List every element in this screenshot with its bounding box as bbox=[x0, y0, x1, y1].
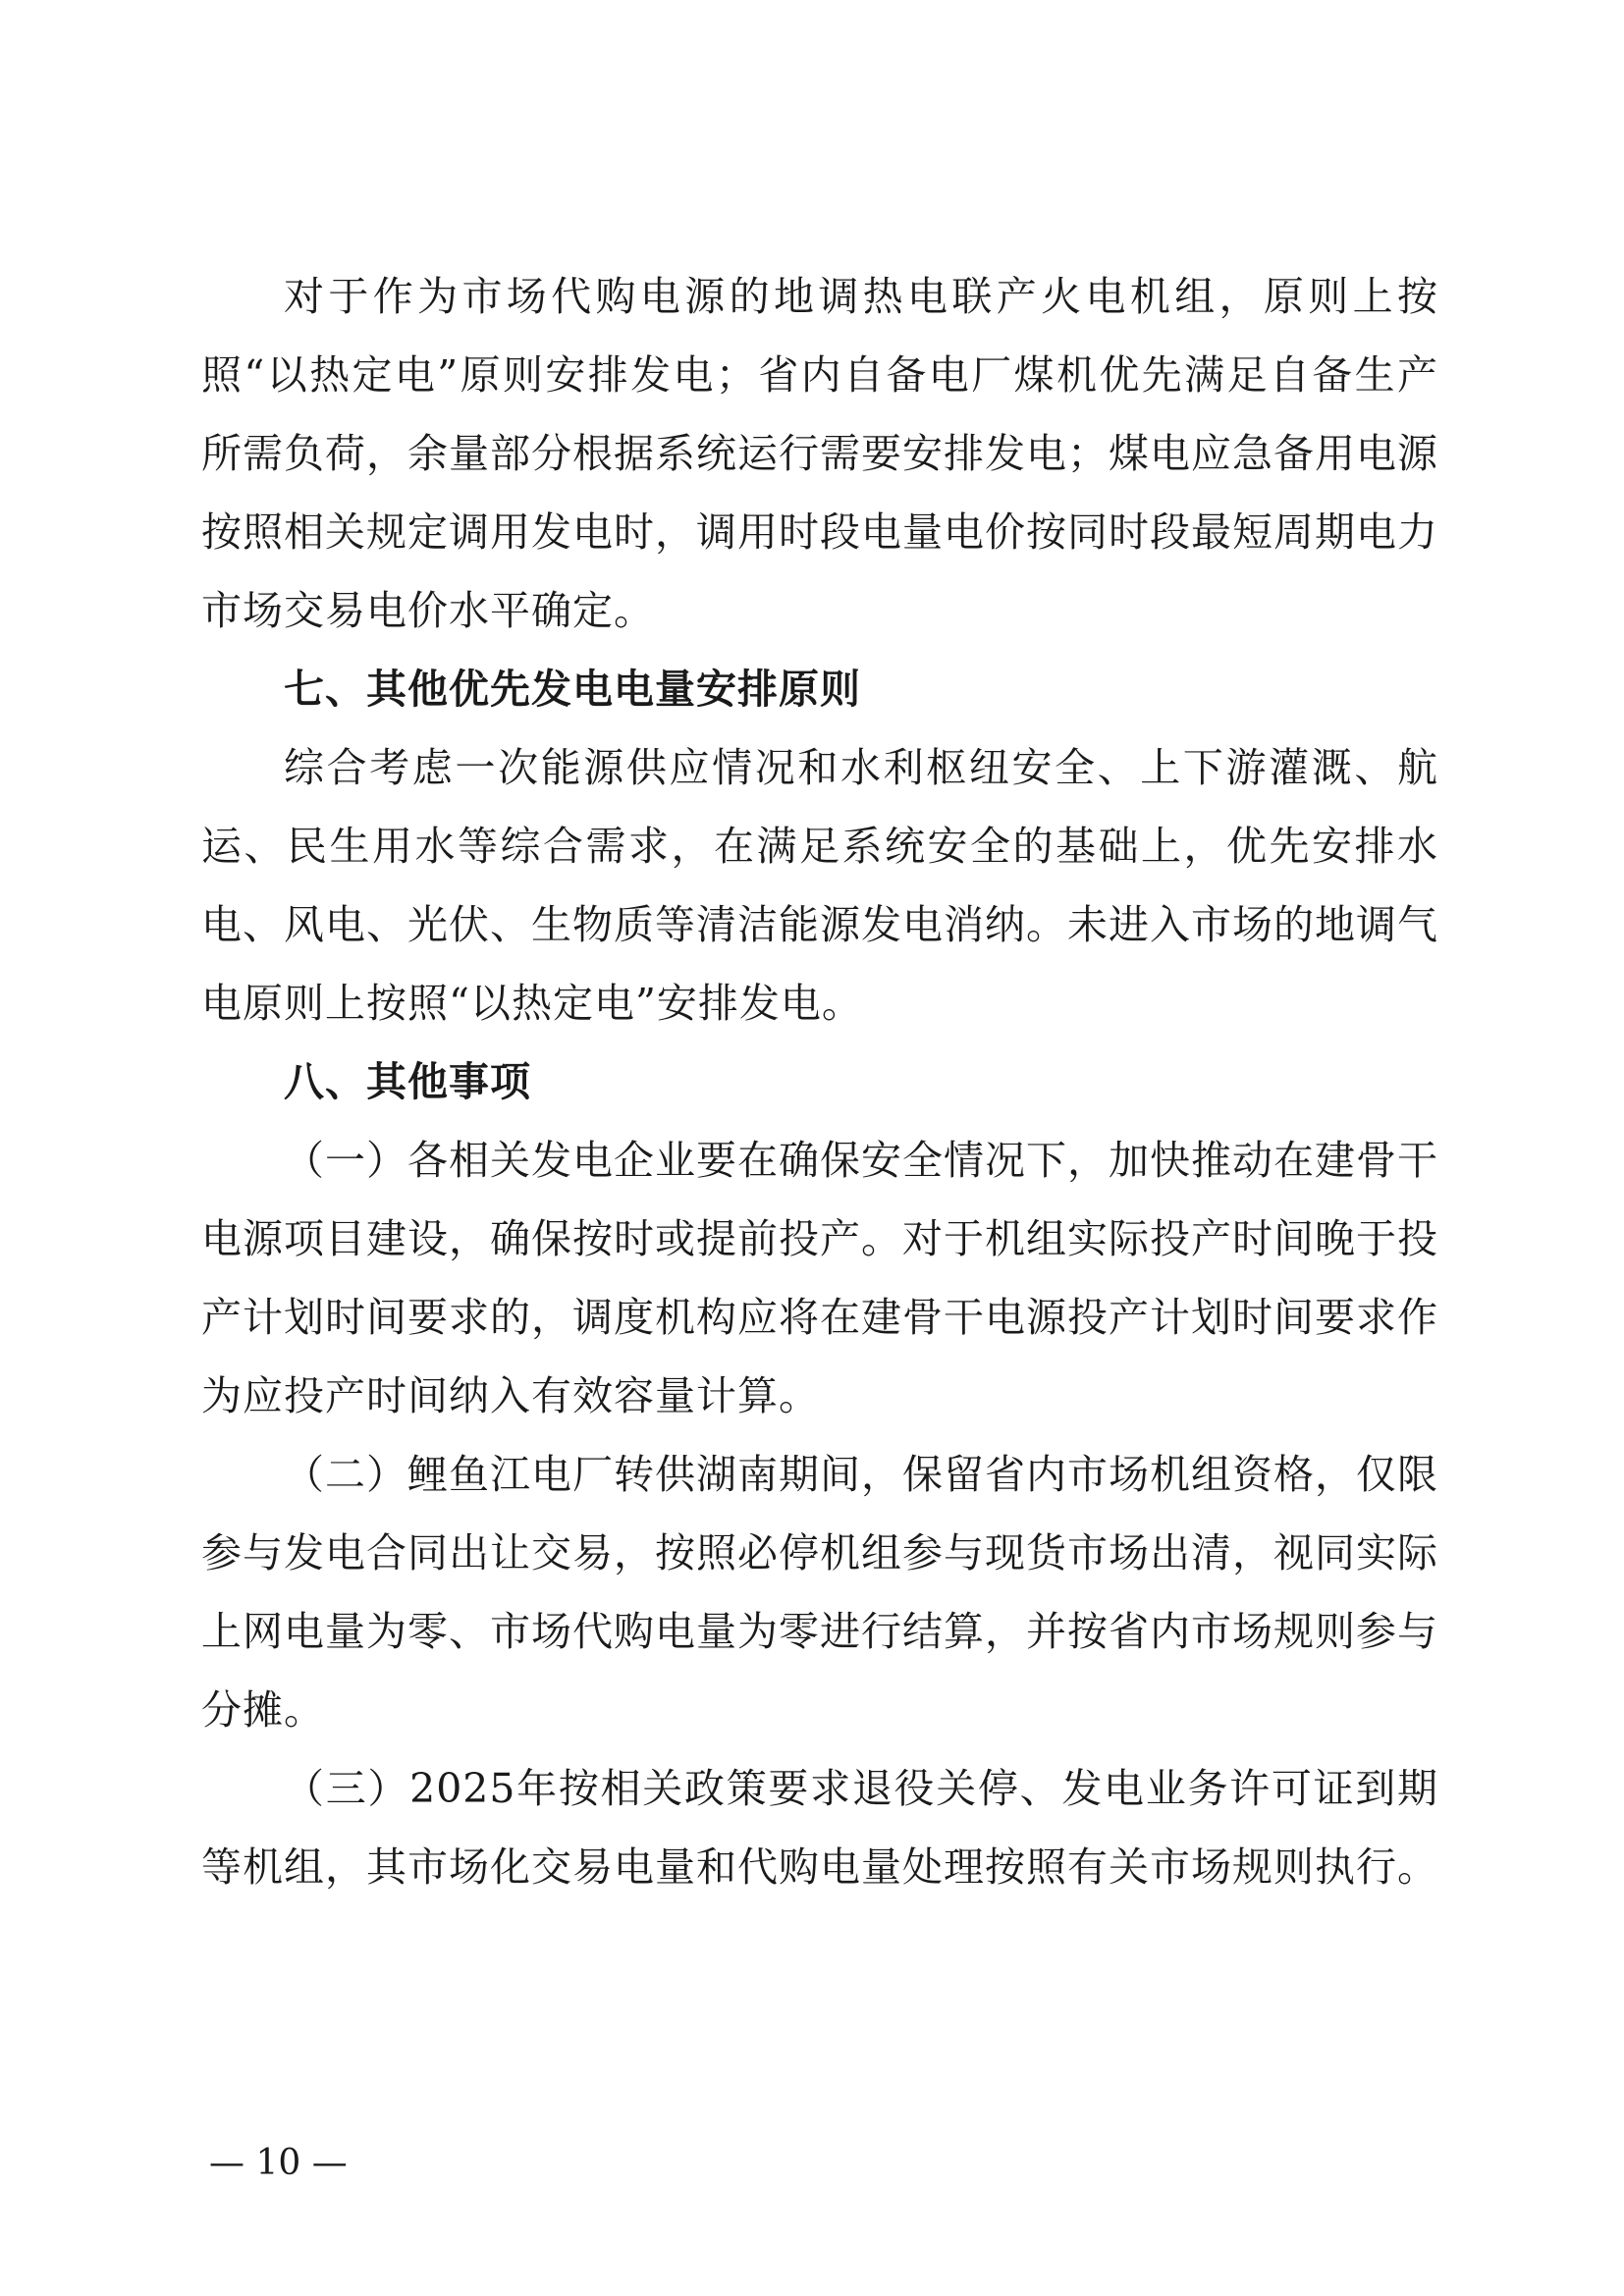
section-heading-7: 七、其他优先发电电量安排原则 bbox=[284, 666, 861, 713]
page-number: — 10 — bbox=[209, 2143, 348, 2183]
paragraph-clean-energy: 综合考虑一次能源供应情况和水利枢纽安全、上下游灌溉、航运、民生用水等综合需求，在满足系统安全的基础上，优先安排水电、风电、光伏、生物质等清洁能源发电消纳。未进入市场的地调气电原则上按照“以热定电”安排发电。 bbox=[201, 744, 1438, 1027]
paragraph-item-3: （三）2025年按相关政策要求退役关停、发电业务许可证到期等机组，其市场化交易电量和代购电量处理按照有关市场规则执行。 bbox=[201, 1765, 1438, 1891]
paragraph-item-2: （二）鲤鱼江电厂转供湖南期间，保留省内市场机组资格，仅限参与发电合同出让交易，按照必停机组参与现货市场出清，视同实际上网电量为零、市场代购电量为零进行结算，并按省内市场规则参与分摊。 bbox=[201, 1451, 1438, 1734]
section-heading-8: 八、其他事项 bbox=[284, 1058, 531, 1105]
document-body bbox=[201, 257, 1438, 1906]
paragraph-item-1: （一）各相关发电企业要在确保安全情况下，加快推动在建骨干电源项目建设，确保按时或提前投产。对于机组实际投产时间晚于投产计划时间要求的，调度机构应将在建骨干电源投产计划时间要求作为应投产时间纳入有效容量计算。 bbox=[201, 1137, 1438, 1419]
paragraph-thermal-units: 对于作为市场代购电源的地调热电联产火电机组，原则上按照“以热定电”原则安排发电；省内自备电厂煤机优先满足自备生产所需负荷，余量部分根据系统运行需要安排发电；煤电应急备用电源按照相关规定调用发电时，调用时段电量电价按同时段最短周期电力市场交易电价水平确定。 bbox=[201, 273, 1438, 634]
